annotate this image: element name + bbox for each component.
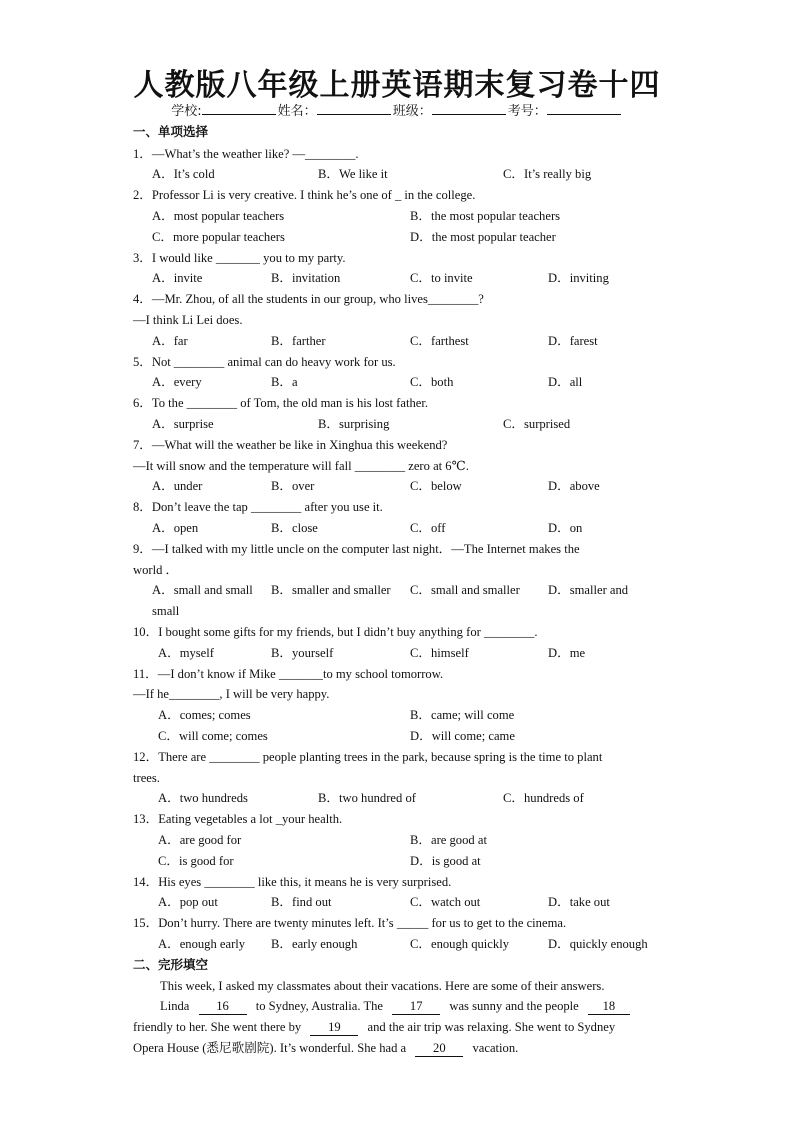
question-stem-cont: trees.	[133, 771, 160, 785]
option-a[interactable]: A．myself	[158, 646, 214, 660]
option-d[interactable]: D．me	[548, 646, 586, 660]
option-b[interactable]: B．close	[271, 521, 318, 535]
option-a[interactable]: A．every	[152, 375, 202, 389]
option-b[interactable]: B．over	[271, 479, 315, 493]
cloze-blank-16[interactable]: 16	[199, 998, 247, 1015]
option-a[interactable]: A．pop out	[158, 895, 218, 909]
option-c[interactable]: C．off	[410, 521, 446, 535]
school-label: 学校:	[171, 104, 202, 119]
option-c[interactable]: C．watch out	[410, 895, 481, 909]
section-heading: 二、完形填空	[133, 957, 209, 972]
cloze-paragraph-line	[160, 998, 630, 1015]
option-b[interactable]: B．are good at	[410, 833, 487, 847]
cloze-text: Linda	[160, 999, 190, 1013]
question-stem: 3．I would like _______ you to my party.	[133, 251, 346, 265]
question-stem: 15．Don’t hurry. There are twenty minutes left. It’s _____ for us to get to the cinema.	[133, 916, 567, 930]
page-title: 人教版八年级上册英语期末复习卷十四	[133, 68, 661, 103]
cloze-blank-18[interactable]: 18	[588, 998, 630, 1015]
option-d[interactable]: D．on	[548, 521, 583, 535]
number-label: 考号：	[507, 104, 547, 119]
cloze-blank-20[interactable]: 20	[415, 1040, 463, 1057]
question-stem-cont: —If he________, I will be very happy.	[133, 687, 330, 701]
cloze-text: to Sydney, Australia. The	[255, 999, 384, 1013]
option-a[interactable]: A．far	[152, 334, 188, 348]
option-c[interactable]: C．It’s really big	[503, 167, 592, 181]
option-b[interactable]: B．find out	[271, 895, 332, 909]
option-b[interactable]: B．the most popular teachers	[410, 209, 561, 223]
option-a[interactable]: A．It’s cold	[152, 167, 215, 181]
question-stem: 12．There are ________ people planting trees in the park, because spring is the time to plant	[133, 750, 603, 764]
question-stem: 9．—I talked with my little uncle on the computer last night．—The Internet makes the	[133, 542, 580, 556]
option-c[interactable]: C．below	[410, 479, 462, 493]
option-b[interactable]: B．smaller and smaller	[271, 583, 391, 597]
cloze-text: was sunny and the people	[449, 999, 579, 1013]
option-d-cont[interactable]: small	[152, 604, 180, 618]
option-c[interactable]: C．enough quickly	[410, 937, 509, 951]
option-b[interactable]: B．yourself	[271, 646, 334, 660]
option-c[interactable]: C．more popular teachers	[152, 230, 285, 244]
question-stem: 7．—What will the weather be like in Xinghua this weekend?	[133, 438, 448, 452]
option-a[interactable]: A．comes; comes	[158, 708, 251, 722]
option-d[interactable]: D．will come; came	[410, 729, 515, 743]
option-a[interactable]: A．open	[152, 521, 199, 535]
school-blank[interactable]	[202, 102, 276, 115]
option-c[interactable]: C．surprised	[503, 417, 571, 431]
option-b[interactable]: B．invitation	[271, 271, 341, 285]
question-stem-cont: —I think Li Lei does.	[133, 313, 243, 327]
option-a[interactable]: A．invite	[152, 271, 203, 285]
option-b[interactable]: B．We like it	[318, 167, 388, 181]
option-b[interactable]: B．two hundred of	[318, 791, 416, 805]
question-stem: 14．His eyes ________ like this, it means he is very surprised.	[133, 875, 452, 889]
question-stem: 1．—What’s the weather like? —________.	[133, 147, 359, 161]
question-stem: 6．To the ________ of Tom, the old man is his lost father.	[133, 396, 428, 410]
question-stem: 5．Not ________ animal can do heavy work for us.	[133, 355, 396, 369]
question-stem: 4．—Mr. Zhou, of all the students in our group, who lives________?	[133, 292, 484, 306]
cloze-text: friendly to her. She went there by	[133, 1020, 302, 1034]
class-blank[interactable]	[432, 102, 506, 115]
cloze-paragraph-line	[133, 1040, 518, 1057]
option-c[interactable]: C．hundreds of	[503, 791, 584, 805]
option-d[interactable]: D．farest	[548, 334, 598, 348]
cloze-paragraph-line: This week, I asked my classmates about their vacations. Here are some of their answers.	[160, 979, 605, 993]
section-heading: 一、单项选择	[133, 124, 209, 139]
option-d[interactable]: D．all	[548, 375, 583, 389]
option-b[interactable]: B．came; will come	[410, 708, 515, 722]
option-c[interactable]: C．will come; comes	[158, 729, 268, 743]
class-label: 班级：	[392, 104, 432, 119]
question-stem: 8．Don’t leave the tap ________ after you use it.	[133, 500, 383, 514]
question-stem-cont: —It will snow and the temperature will fall ________ zero at 6℃.	[133, 459, 469, 473]
option-d[interactable]: D．smaller and	[548, 583, 629, 597]
cloze-blank-19[interactable]: 19	[310, 1019, 358, 1036]
option-d[interactable]: D．quickly enough	[548, 937, 648, 951]
option-d[interactable]: D．take out	[548, 895, 610, 909]
question-stem: 2．Professor Li is very creative. I think he’s one of _ in the college.	[133, 188, 476, 202]
cloze-text: and the air trip was relaxing. She went to Sydney	[367, 1020, 616, 1034]
option-a[interactable]: A．under	[152, 479, 203, 493]
option-b[interactable]: B．surprising	[318, 417, 390, 431]
option-c[interactable]: C．is good for	[158, 854, 234, 868]
option-b[interactable]: B．farther	[271, 334, 326, 348]
option-c[interactable]: C．both	[410, 375, 454, 389]
option-b[interactable]: B．early enough	[271, 937, 358, 951]
cloze-text: vacation.	[472, 1041, 519, 1055]
option-d[interactable]: D．inviting	[548, 271, 609, 285]
name-label: 姓名：	[277, 104, 317, 119]
option-c[interactable]: C．himself	[410, 646, 469, 660]
option-d[interactable]: D．above	[548, 479, 600, 493]
cloze-paragraph-line	[133, 1019, 615, 1036]
option-b[interactable]: B．a	[271, 375, 298, 389]
option-a[interactable]: A．small and small	[152, 583, 253, 597]
option-a[interactable]: A．surprise	[152, 417, 214, 431]
option-a[interactable]: A．two hundreds	[158, 791, 248, 805]
question-stem: 11．—I don’t know if Mike _______to my school tomorrow.	[133, 667, 444, 681]
option-d[interactable]: D．is good at	[410, 854, 481, 868]
option-a[interactable]: A．most popular teachers	[152, 209, 285, 223]
question-stem: 10．I bought some gifts for my friends, but I didn’t buy anything for ________.	[133, 625, 538, 639]
cloze-text: Opera House (悉尼歌剧院). It’s wonderful. She had a	[133, 1041, 407, 1055]
option-d[interactable]: D．the most popular teacher	[410, 230, 556, 244]
option-c[interactable]: C．to invite	[410, 271, 473, 285]
question-stem-cont: world ．	[133, 563, 179, 577]
option-a[interactable]: A．are good for	[158, 833, 242, 847]
student-info-line	[0, 100, 794, 119]
option-a[interactable]: A．enough early	[158, 937, 246, 951]
cloze-blank-17[interactable]: 17	[392, 998, 440, 1015]
option-c[interactable]: C．farthest	[410, 334, 469, 348]
number-blank[interactable]	[547, 102, 621, 115]
question-stem: 13．Eating vegetables a lot _your health.	[133, 812, 343, 826]
name-blank[interactable]	[317, 102, 391, 115]
option-c[interactable]: C．small and smaller	[410, 583, 520, 597]
